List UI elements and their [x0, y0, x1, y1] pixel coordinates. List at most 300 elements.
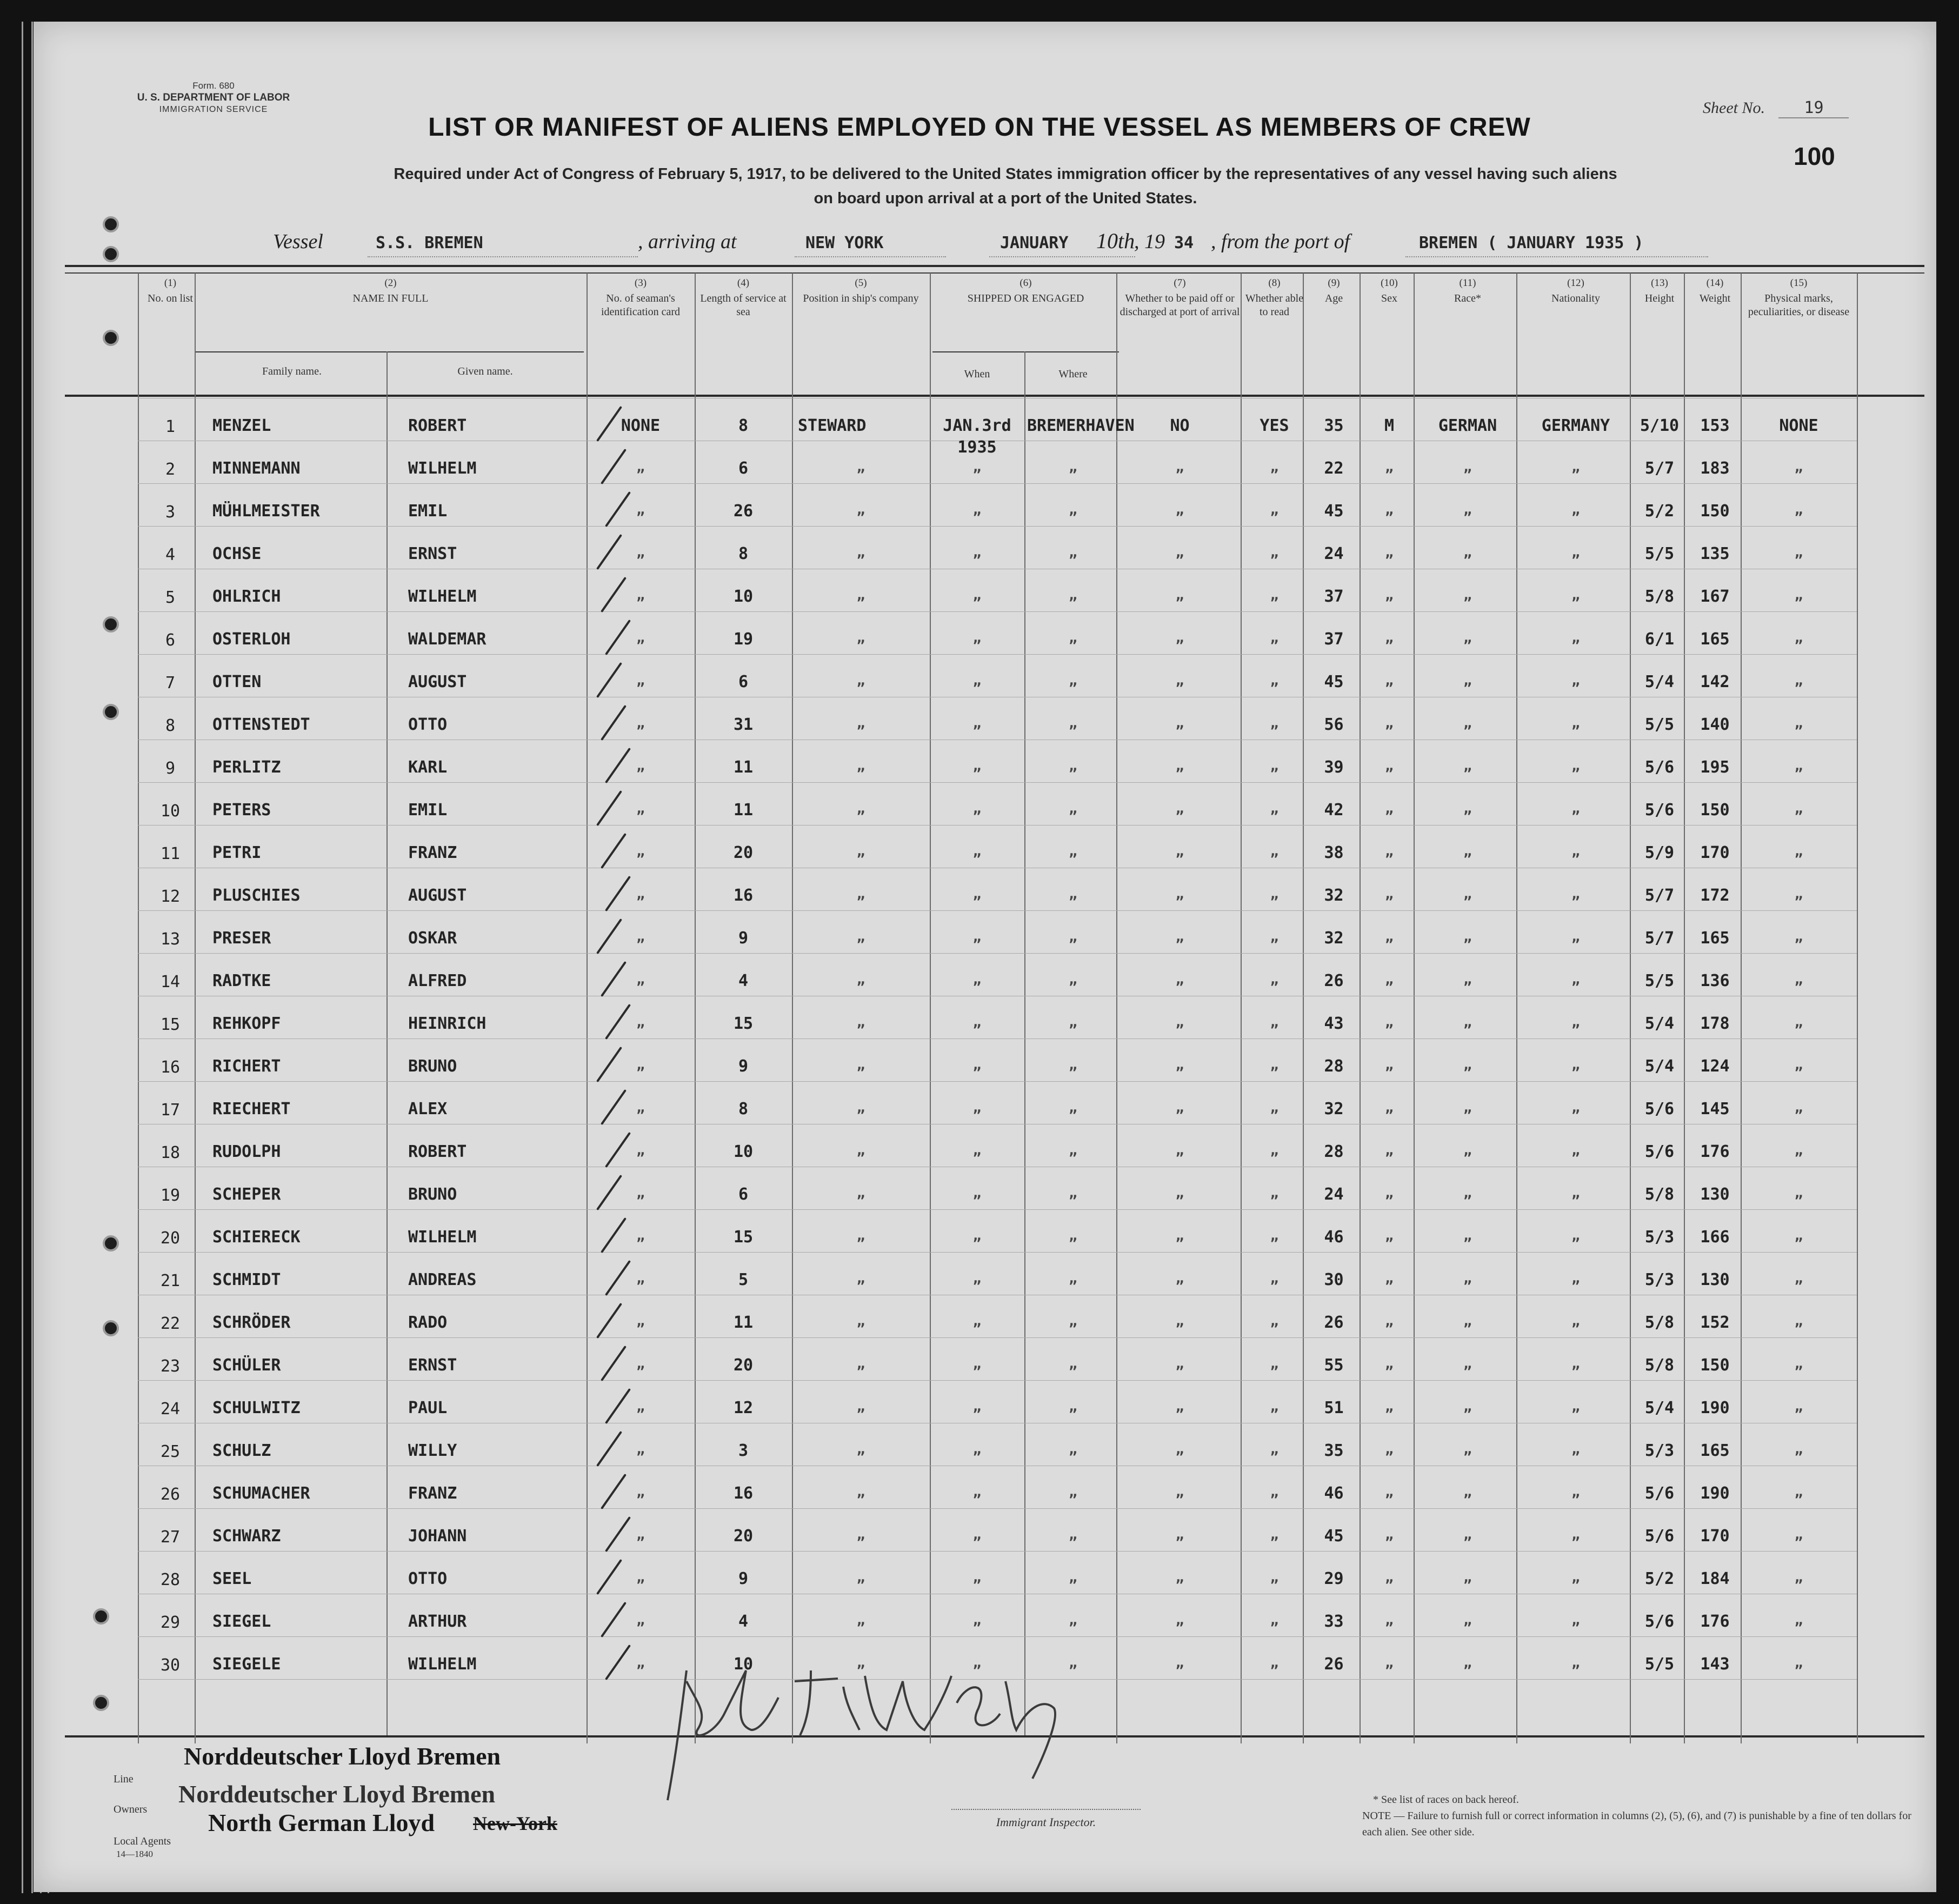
column-line: [930, 273, 931, 1743]
header-id-card: (3) No. of seaman's identification card: [601, 277, 681, 318]
header-weight: (14) Weight: [1699, 277, 1731, 304]
ditto-mark: „: [1069, 630, 1077, 646]
local-agents-city: New-York: [473, 1813, 557, 1834]
ditto-mark: „: [1463, 1612, 1472, 1628]
family-name: SIEGEL: [212, 1612, 271, 1631]
given-name: WALDEMAR: [408, 630, 487, 649]
ditto-mark: „: [1270, 459, 1279, 475]
ditto-mark: „: [1571, 1484, 1580, 1500]
list-number: 9: [165, 759, 176, 778]
list-number: 15: [160, 1015, 181, 1034]
ditto-mark: „: [1175, 630, 1184, 646]
given-name: JOHANN: [408, 1527, 467, 1546]
physical-marks: NONE: [1779, 416, 1818, 435]
given-name: ERNST: [408, 1356, 457, 1375]
age: 46: [1324, 1484, 1344, 1503]
arrival-date-underline: [989, 256, 1135, 257]
ditto-mark: „: [1175, 715, 1184, 731]
ditto-mark: „: [1270, 1441, 1279, 1457]
column-line: [1741, 273, 1742, 1743]
sheet-number-value: 19: [1778, 98, 1849, 118]
ditto-mark: „: [1270, 587, 1279, 603]
ditto-mark: „: [1385, 587, 1394, 603]
family-name: PERLITZ: [212, 758, 281, 777]
ditto-mark: „: [636, 929, 645, 945]
service-length: 8: [738, 1100, 749, 1119]
page-subtitle: [303, 162, 1708, 211]
service-name: IMMIGRATION SERVICE: [159, 105, 268, 114]
ditto-mark: „: [1571, 1142, 1580, 1159]
ditto-mark: „: [1463, 1527, 1472, 1543]
given-name: WILHELM: [408, 1228, 477, 1247]
ditto-mark: „: [636, 1270, 645, 1287]
ditto-mark: „: [1270, 1313, 1279, 1329]
ditto-mark: „: [1794, 1270, 1803, 1287]
ditto-mark: „: [1069, 1655, 1077, 1671]
weight: 145: [1700, 1100, 1730, 1119]
ditto-mark: „: [972, 715, 982, 731]
ditto-mark: „: [1794, 673, 1803, 689]
row-line: [138, 782, 1857, 783]
ditto-mark: „: [1571, 1441, 1580, 1457]
shipped-when: JAN.3rd: [943, 416, 1011, 435]
column-line: [138, 273, 139, 1743]
header-service-length: (4) Length of service at sea: [700, 277, 787, 318]
column-line: [1303, 273, 1304, 1743]
ditto-mark: „: [1463, 758, 1472, 774]
binder-hole: [93, 1695, 109, 1711]
ditto-mark: „: [1069, 502, 1077, 518]
list-number: 13: [160, 930, 181, 949]
ditto-mark: „: [972, 1569, 982, 1586]
ditto-mark: „: [856, 1612, 865, 1628]
weight: 124: [1700, 1057, 1730, 1076]
height: 5/3: [1644, 1441, 1675, 1460]
service-length: 15: [733, 1228, 754, 1247]
binder-hole: [103, 216, 119, 232]
family-name: SCHULZ: [212, 1441, 271, 1460]
ditto-mark: „: [636, 758, 645, 774]
local-agents-stamp: North German Lloyd: [208, 1809, 435, 1836]
ditto-mark: „: [1571, 971, 1580, 988]
shipped-year: 1935: [957, 438, 997, 457]
ditto-mark: „: [1794, 758, 1803, 774]
binder-hole: [103, 704, 119, 720]
given-name: OTTO: [408, 1569, 448, 1588]
weight: 195: [1700, 758, 1730, 777]
ditto-mark: „: [972, 1441, 982, 1457]
ditto-mark: „: [1463, 1185, 1472, 1201]
ditto-mark: „: [1571, 1527, 1580, 1543]
sheet-number-label: Sheet No.: [1703, 99, 1765, 117]
family-name: SCHEPER: [212, 1185, 281, 1204]
ditto-mark: „: [636, 1014, 645, 1030]
height: 5/7: [1644, 459, 1675, 478]
ditto-mark: „: [1270, 801, 1279, 817]
weight: 150: [1700, 502, 1730, 521]
ditto-mark: „: [636, 715, 645, 731]
column-line: [695, 273, 696, 1743]
table-top-border-inner: [65, 272, 1924, 274]
age: 26: [1324, 1313, 1344, 1332]
ditto-mark: „: [1463, 1569, 1472, 1586]
family-name: SCHUMACHER: [212, 1484, 310, 1503]
ditto-mark: „: [1069, 544, 1077, 561]
ditto-mark: „: [972, 1100, 982, 1116]
ditto-mark: „: [856, 801, 865, 817]
service-length: 6: [738, 1185, 749, 1204]
column-line: [1360, 273, 1361, 1743]
ditto-mark: „: [856, 1441, 865, 1457]
age: 38: [1324, 843, 1344, 862]
service-length: 20: [733, 1527, 754, 1546]
ditto-mark: „: [856, 886, 865, 902]
ditto-mark: „: [856, 758, 865, 774]
ditto-mark: „: [1463, 1441, 1472, 1457]
ditto-mark: „: [1571, 715, 1580, 731]
height: 5/8: [1644, 1185, 1675, 1204]
list-number: 6: [165, 631, 176, 650]
ditto-mark: „: [1270, 1399, 1279, 1415]
list-number: 14: [160, 973, 181, 991]
ditto-mark: „: [1385, 1057, 1394, 1073]
race: GERMAN: [1438, 416, 1497, 435]
ditto-mark: „: [1175, 544, 1184, 561]
subtitle-line-2: on board upon arrival at a port of the United States.: [814, 189, 1197, 207]
height: 5/8: [1644, 587, 1675, 606]
ditto-mark: „: [1463, 587, 1472, 603]
ditto-mark: „: [1069, 1185, 1077, 1201]
list-number: 29: [160, 1613, 181, 1632]
column-line: [1684, 273, 1685, 1743]
row-line: [138, 654, 1857, 655]
ditto-mark: „: [1463, 886, 1472, 902]
ditto-mark: „: [1270, 673, 1279, 689]
ditto-mark: „: [636, 1185, 645, 1201]
service-length: 16: [733, 886, 754, 905]
column-line: [792, 273, 793, 1743]
ditto-mark: „: [1463, 715, 1472, 731]
age: 26: [1324, 971, 1344, 990]
ditto-mark: „: [1385, 886, 1394, 902]
ditto-mark: „: [1175, 1270, 1184, 1287]
given-name: OTTO: [408, 715, 448, 734]
ditto-mark: „: [1385, 459, 1394, 475]
departure-port-underline: [1405, 256, 1708, 257]
binder-hole: [103, 1320, 119, 1336]
height: 5/4: [1644, 1399, 1675, 1417]
family-name: SCHWARZ: [212, 1527, 281, 1546]
ditto-mark: „: [1385, 715, 1394, 731]
ditto-mark: „: [972, 673, 982, 689]
ditto-mark: „: [636, 459, 645, 475]
ditto-mark: „: [1463, 1313, 1472, 1329]
height: 5/6: [1644, 1612, 1675, 1631]
ditto-mark: „: [1270, 1612, 1279, 1628]
ditto-mark: „: [856, 1057, 865, 1073]
ditto-mark: „: [1794, 971, 1803, 988]
ditto-mark: „: [1571, 630, 1580, 646]
ditto-mark: „: [1463, 1399, 1472, 1415]
ditto-mark: „: [1175, 1142, 1184, 1159]
nationality: GERMANY: [1541, 416, 1610, 435]
ditto-mark: „: [1175, 971, 1184, 988]
ditto-mark: „: [636, 544, 645, 561]
ditto-mark: „: [1270, 630, 1279, 646]
row-line: [138, 1551, 1857, 1552]
ditto-mark: „: [1794, 715, 1803, 731]
weight: 143: [1700, 1655, 1730, 1674]
ditto-mark: „: [1794, 1484, 1803, 1500]
list-number: 28: [160, 1570, 181, 1589]
ditto-mark: „: [636, 1441, 645, 1457]
ditto-mark: „: [636, 1100, 645, 1116]
row-line: [138, 611, 1857, 612]
ditto-mark: „: [1270, 1100, 1279, 1116]
weight: 136: [1700, 971, 1730, 990]
weight: 142: [1700, 673, 1730, 691]
age: 33: [1324, 1612, 1344, 1631]
row-line: [138, 1209, 1857, 1210]
age: 28: [1324, 1057, 1344, 1076]
ditto-mark: „: [1270, 758, 1279, 774]
ditto-mark: „: [1069, 1100, 1077, 1116]
given-name: FRANZ: [408, 843, 457, 862]
list-number: 22: [160, 1314, 181, 1333]
ditto-mark: „: [856, 459, 865, 475]
service-length: 26: [733, 502, 754, 521]
list-number: 3: [165, 503, 176, 522]
ditto-mark: „: [1385, 544, 1394, 561]
ditto-mark: „: [1571, 1228, 1580, 1244]
family-name: REHKOPF: [212, 1014, 281, 1033]
height: 5/4: [1644, 1057, 1675, 1076]
ditto-mark: „: [1571, 1399, 1580, 1415]
weight: 152: [1700, 1313, 1730, 1332]
age: 24: [1324, 1185, 1344, 1204]
list-number: 10: [160, 802, 181, 821]
ditto-mark: „: [1270, 1484, 1279, 1500]
family-name: RICHERT: [212, 1057, 281, 1076]
family-name: PETRI: [212, 843, 262, 862]
ditto-mark: „: [972, 886, 982, 902]
ditto-mark: „: [1069, 971, 1077, 988]
list-number: 20: [160, 1229, 181, 1248]
binder-hole: [93, 1608, 109, 1625]
row-line: [138, 1508, 1857, 1509]
service-length: 4: [738, 1612, 749, 1631]
ditto-mark: „: [972, 1014, 982, 1030]
service-length: 11: [733, 1313, 754, 1332]
ditto-mark: „: [1385, 1270, 1394, 1287]
ditto-mark: „: [1270, 886, 1279, 902]
column-line: [195, 273, 196, 1743]
ditto-mark: „: [856, 971, 865, 988]
given-name: ANDREAS: [408, 1270, 477, 1289]
header-paid-off: (7) Whether to be paid off or discharged at port of arrival: [1120, 277, 1240, 318]
ditto-mark: „: [972, 758, 982, 774]
ditto-mark: „: [1794, 1527, 1803, 1543]
ditto-mark: „: [1571, 1655, 1580, 1671]
weight: 153: [1700, 416, 1730, 435]
table-top-border: [65, 265, 1924, 267]
family-name: SCHIERECK: [212, 1228, 301, 1247]
service-length: 9: [738, 1057, 749, 1076]
ditto-mark: „: [636, 1399, 645, 1415]
family-name: RADTKE: [212, 971, 271, 990]
ditto-mark: „: [1571, 587, 1580, 603]
header-age: (9) Age: [1324, 277, 1343, 304]
list-number: 19: [160, 1186, 181, 1205]
ditto-mark: „: [1175, 1655, 1184, 1671]
weight: 150: [1700, 1356, 1730, 1375]
height: 5/3: [1644, 1270, 1675, 1289]
ditto-mark: „: [1794, 1356, 1803, 1372]
ditto-mark: „: [1463, 1142, 1472, 1159]
ditto-mark: „: [1175, 502, 1184, 518]
ditto-mark: „: [1794, 1612, 1803, 1628]
ditto-mark: „: [1069, 587, 1077, 603]
ditto-mark: „: [1385, 843, 1394, 860]
list-number: 2: [165, 460, 176, 479]
ditto-mark: „: [972, 1142, 982, 1159]
race-footnote: * See list of races on back hereof.: [1373, 1794, 1519, 1806]
given-name: OSKAR: [408, 929, 457, 948]
ditto-mark: „: [1175, 1100, 1184, 1116]
ditto-mark: „: [972, 801, 982, 817]
ditto-mark: „: [1794, 1100, 1803, 1116]
weight: 130: [1700, 1185, 1730, 1204]
given-name: PAUL: [408, 1399, 448, 1417]
age: 26: [1324, 1655, 1344, 1674]
ditto-mark: „: [1571, 758, 1580, 774]
family-name: SIEGELE: [212, 1655, 281, 1674]
owners-label: Owners: [114, 1803, 148, 1815]
ditto-mark: „: [1794, 630, 1803, 646]
weight: 165: [1700, 630, 1730, 649]
arrival-port-underline: [795, 256, 946, 257]
ditto-mark: „: [1794, 1014, 1803, 1030]
weight: 135: [1700, 544, 1730, 563]
given-name: AUGUST: [408, 886, 467, 905]
ditto-mark: „: [972, 929, 982, 945]
age: 37: [1324, 587, 1344, 606]
column-line: [1024, 351, 1025, 1735]
ditto-mark: „: [1463, 929, 1472, 945]
ditto-mark: „: [1270, 1142, 1279, 1159]
height: 5/6: [1644, 1484, 1675, 1503]
ditto-mark: „: [1571, 1313, 1580, 1329]
ditto-mark: „: [1794, 1655, 1803, 1671]
ditto-mark: „: [1463, 630, 1472, 646]
service-length: 6: [738, 459, 749, 478]
age: 24: [1324, 544, 1344, 563]
ditto-mark: „: [1069, 1527, 1077, 1543]
ditto-mark: „: [1069, 1270, 1077, 1287]
given-name: ARTHUR: [408, 1612, 467, 1631]
ditto-mark: „: [1571, 459, 1580, 475]
service-length: 10: [733, 587, 754, 606]
ditto-mark: „: [1571, 843, 1580, 860]
paid-off: NO: [1170, 416, 1190, 435]
service-length: 20: [733, 843, 754, 862]
ditto-mark: „: [636, 502, 645, 518]
ditto-mark: „: [1069, 673, 1077, 689]
ditto-mark: „: [1175, 1441, 1184, 1457]
family-name: PLUSCHIES: [212, 886, 301, 905]
arrival-month: JANUARY: [1000, 234, 1069, 252]
height: 5/6: [1644, 1142, 1675, 1161]
ditto-mark: „: [972, 1313, 982, 1329]
ditto-mark: „: [636, 1569, 645, 1586]
ditto-mark: „: [856, 1399, 865, 1415]
age: 32: [1324, 929, 1344, 948]
service-length: 8: [738, 544, 749, 563]
shipped-subheader-line: [932, 351, 1119, 352]
family-name: PETERS: [212, 801, 271, 820]
ditto-mark: „: [1571, 1356, 1580, 1372]
ditto-mark: „: [972, 630, 982, 646]
row-line: [138, 1380, 1857, 1381]
family-name: RIECHERT: [212, 1100, 291, 1119]
ditto-mark: „: [1270, 1655, 1279, 1671]
line-stamp: Norddeutscher Lloyd Bremen: [184, 1742, 501, 1770]
ditto-mark: „: [1794, 929, 1803, 945]
ditto-mark: „: [1175, 1527, 1184, 1543]
column-line: [1857, 273, 1858, 1743]
list-number: 17: [160, 1101, 181, 1120]
ditto-mark: „: [1175, 1399, 1184, 1415]
vessel-name: S.S. BREMEN: [376, 234, 483, 252]
ditto-mark: „: [1385, 758, 1394, 774]
row-line: [138, 953, 1857, 954]
age: 22: [1324, 459, 1344, 478]
ditto-mark: „: [1270, 1270, 1279, 1287]
age: 30: [1324, 1270, 1344, 1289]
list-number: 1: [165, 417, 176, 436]
year-prefix: , 19: [1134, 230, 1165, 253]
ditto-mark: „: [1794, 1441, 1803, 1457]
list-number: 27: [160, 1528, 181, 1547]
ditto-mark: „: [636, 971, 645, 988]
header-family-name: Family name.: [262, 365, 322, 377]
able-to-read: YES: [1260, 416, 1289, 435]
ditto-mark: „: [972, 587, 982, 603]
ditto-mark: „: [1571, 1270, 1580, 1287]
weight: 190: [1700, 1399, 1730, 1417]
ditto-mark: „: [1069, 1441, 1077, 1457]
ditto-mark: „: [1385, 1228, 1394, 1244]
ditto-mark: „: [1385, 1014, 1394, 1030]
list-number: 23: [160, 1357, 181, 1376]
ditto-mark: „: [636, 1057, 645, 1073]
given-name: ROBERT: [408, 416, 467, 435]
header-race: (11) Race*: [1454, 277, 1481, 304]
given-name: BRUNO: [408, 1185, 457, 1204]
ditto-mark: „: [1175, 1612, 1184, 1628]
ditto-mark: „: [636, 1612, 645, 1628]
ditto-mark: „: [1571, 801, 1580, 817]
ditto-mark: „: [1463, 502, 1472, 518]
ditto-mark: „: [1463, 1356, 1472, 1372]
page-number: 100: [1794, 142, 1835, 170]
ditto-mark: „: [1463, 1270, 1472, 1287]
weight: 170: [1700, 843, 1730, 862]
ditto-mark: „: [1385, 971, 1394, 988]
row-line: [138, 1081, 1857, 1082]
family-name: OCHSE: [212, 544, 262, 563]
row-line: [138, 1337, 1857, 1338]
